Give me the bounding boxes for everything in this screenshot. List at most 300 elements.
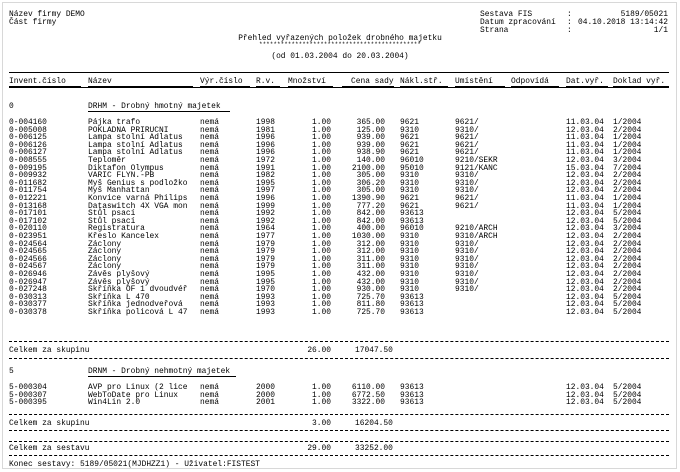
cell-invent: 0-017101 (9, 209, 47, 219)
cell-doklad: 7/2004 (613, 163, 642, 173)
cell-invent: 0-009932 (9, 171, 47, 181)
col-invent: Invent.číslo (9, 77, 66, 86)
col-underline (455, 86, 505, 87)
cell-umisteni: 9210/SEKR (455, 156, 498, 165)
col-underline (566, 86, 608, 87)
cell-vyr: nemá (200, 308, 219, 317)
cell-cena: 842.00 (356, 216, 385, 226)
col-odpovida: Odpovídá (511, 77, 549, 86)
cell-cena: 400.00 (356, 224, 385, 234)
cell-doklad: 3/2004 (613, 156, 642, 165)
cell-cena: 930.00 (356, 285, 385, 295)
cell-datvyr: 12.03.04 (566, 171, 604, 181)
cell-invent: 0-026946 (9, 270, 47, 279)
cell-umisteni: 9310/ (455, 247, 479, 257)
cell-rv: 1996 (256, 133, 275, 143)
cell-rv: 1979 (256, 254, 275, 264)
cell-doklad: 5/2004 (613, 390, 642, 400)
cell-mnozstvi: 1.00 (312, 118, 331, 127)
cell-nakl: 9621 (400, 194, 419, 203)
processing-date-label: Datum zpracování (480, 18, 556, 27)
cell-cena: 842.00 (356, 209, 385, 219)
cell-mnozstvi: 1.00 (312, 216, 331, 226)
cell-nakl: 9621 (400, 201, 419, 211)
cell-nakl: 9621 (400, 140, 419, 150)
cell-mnozstvi: 1.00 (312, 254, 331, 264)
cell-vyr: nemá (200, 118, 219, 127)
cell-nazev: Pájka trafo (88, 118, 141, 127)
report-title: Přehled vyřazených položek drobného majetku (238, 34, 442, 43)
cell-umisteni: 9310/ (455, 254, 479, 264)
cell-cena: 6110.00 (351, 383, 385, 392)
colon: : (567, 10, 572, 19)
cell-rv: 1970 (256, 285, 275, 295)
cell-nazev: Záclony (88, 239, 122, 249)
cell-rv: 2000 (256, 390, 275, 400)
cell-nazev: Závěs plyšový (88, 277, 150, 287)
cell-doklad: 1/2004 (613, 133, 642, 143)
cell-rv: 1979 (256, 247, 275, 257)
grand-total-rule (9, 441, 669, 442)
cell-rv: 2001 (256, 398, 275, 408)
cell-nakl: 93613 (400, 398, 424, 408)
cell-rv: 1964 (256, 224, 275, 234)
cell-nakl: 9310 (400, 186, 419, 196)
colon: : (567, 18, 572, 27)
cell-datvyr: 12.03.04 (566, 239, 604, 249)
page-number-value: 1/1 (653, 26, 668, 35)
cell-vyr: nemá (200, 383, 219, 392)
cell-rv: 1979 (256, 262, 275, 272)
cell-nakl: 93613 (400, 292, 424, 302)
col-cena: Cena sady (351, 77, 394, 86)
cell-umisteni: 9210/ARCH (455, 224, 498, 234)
cell-invent: 0-024564 (9, 239, 47, 249)
cell-vyr: nemá (200, 300, 219, 310)
cell-invent: 0-006127 (9, 148, 47, 158)
col-nakl: Nákl.stř. (400, 77, 443, 86)
cell-cena: 939.00 (356, 133, 385, 143)
cell-datvyr: 12.03.04 (566, 178, 604, 188)
cell-nazev: Lampa stolní Adlatus (88, 140, 183, 150)
cell-mnozstvi: 1.00 (312, 239, 331, 249)
cell-invent: 0-006125 (9, 133, 47, 143)
cell-datvyr: 12.03.04 (566, 292, 604, 302)
grand-total-label: Celkem za sestavu (9, 444, 90, 453)
col-mnozstvi: Množství (288, 77, 326, 86)
cell-vyr: nemá (200, 148, 219, 158)
cell-datvyr: 11.03.04 (566, 140, 604, 150)
cell-nakl: 9310 (400, 232, 419, 241)
col-underline (613, 86, 669, 87)
cell-datvyr: 11.03.04 (566, 133, 604, 143)
cell-datvyr: 12.03.04 (566, 383, 604, 392)
cell-nazev: Lampa stolní Adlatus (88, 148, 183, 158)
cell-nazev: VARIC FLYN.-PB (88, 171, 155, 181)
cell-nakl: 93613 (400, 383, 424, 392)
cell-mnozstvi: 1.00 (312, 285, 331, 295)
processing-date-value: 04.10.2018 13:14:42 (578, 18, 668, 27)
report-id-label: Sestava FIS (480, 10, 533, 19)
cell-doklad: 5/2004 (613, 398, 642, 408)
cell-mnozstvi: 1.00 (312, 383, 331, 392)
cell-doklad: 2/2004 (613, 171, 642, 181)
col-underline (9, 86, 81, 87)
cell-vyr: nemá (200, 186, 219, 196)
cell-vyr: nemá (200, 277, 219, 287)
cell-nakl: 9310 (400, 239, 419, 249)
cell-mnozstvi: 1.00 (312, 194, 331, 203)
cell-nazev: Záclony (88, 247, 122, 257)
cell-invent: 5-000395 (9, 398, 47, 408)
cell-invent: 0-011754 (9, 186, 47, 196)
cell-vyr: nemá (200, 209, 219, 219)
cell-nazev: Dataswitch 4X VGA mon (88, 201, 188, 211)
cell-doklad: 5/2004 (613, 383, 642, 392)
cell-nazev: Konvice varná Philips (88, 194, 188, 203)
cell-umisteni: 9621/ (455, 148, 479, 158)
cell-datvyr: 12.03.04 (566, 216, 604, 226)
col-underline (288, 86, 333, 87)
cell-cena: 811.80 (356, 300, 385, 310)
cell-vyr: nemá (200, 194, 219, 203)
cell-invent: 0-006126 (9, 140, 47, 150)
cell-nakl: 9621 (400, 118, 419, 127)
cell-invent: 0-013168 (9, 201, 47, 211)
cell-rv: 1993 (256, 308, 275, 317)
cell-doklad: 3/2004 (613, 224, 642, 234)
cell-invent: 0-020110 (9, 224, 47, 234)
cell-rv: 1995 (256, 178, 275, 188)
cell-doklad: 2/2004 (613, 270, 642, 279)
group-total-rule (9, 414, 669, 415)
cell-umisteni: 9621/ (455, 201, 479, 211)
cell-vyr: nemá (200, 390, 219, 400)
cell-mnozstvi: 1.00 (312, 232, 331, 241)
cell-mnozstvi: 1.00 (312, 247, 331, 257)
cell-doklad: 1/2004 (613, 140, 642, 150)
cell-datvyr: 12.03.04 (566, 125, 604, 135)
cell-mnozstvi: 1.00 (312, 300, 331, 310)
cell-nakl: 9310 (400, 254, 419, 264)
cell-mnozstvi: 1.00 (312, 178, 331, 188)
cell-umisteni: 9310/ (455, 277, 479, 287)
cell-cena: 365.00 (356, 118, 385, 127)
cell-mnozstvi: 1.00 (312, 163, 331, 173)
cell-rv: 1998 (256, 118, 275, 127)
header-bottom-rule (9, 87, 669, 88)
cell-invent: 0-023951 (9, 232, 47, 241)
cell-doklad: 5/2004 (613, 300, 642, 310)
col-umisteni: Umístění (455, 77, 493, 86)
cell-cena: 777.20 (356, 201, 385, 211)
cell-nakl: 9621 (400, 148, 419, 158)
cell-invent: 0-011682 (9, 178, 47, 188)
cell-datvyr: 12.03.04 (566, 390, 604, 400)
cell-vyr: nemá (200, 224, 219, 234)
col-rv: R.v. (256, 77, 275, 86)
cell-nakl: 9310 (400, 125, 419, 135)
cell-nakl: 93613 (400, 216, 424, 226)
cell-invent: 0-004160 (9, 118, 47, 127)
cell-nazev: Diktafon Olympus (88, 163, 164, 173)
group-total-price: 17047.50 (355, 346, 393, 355)
cell-datvyr: 12.03.04 (566, 285, 604, 295)
cell-nazev: Stůl psací (88, 209, 136, 219)
cell-doklad: 2/2004 (613, 254, 642, 264)
cell-invent: 0-030377 (9, 300, 47, 310)
cell-umisteni: 9621/ (455, 118, 479, 127)
col-doklad: Doklad vyř. (613, 77, 666, 86)
cell-umisteni: 9310/ (455, 285, 479, 295)
cell-cena: 2100.00 (351, 163, 385, 173)
cell-mnozstvi: 1.00 (312, 201, 331, 211)
cell-rv: 1992 (256, 216, 275, 226)
cell-mnozstvi: 1.00 (312, 270, 331, 279)
cell-vyr: nemá (200, 171, 219, 181)
cell-rv: 1997 (256, 186, 275, 196)
cell-rv: 1981 (256, 125, 275, 135)
col-underline (511, 86, 559, 87)
cell-datvyr: 11.03.04 (566, 201, 604, 211)
group-label-underline (88, 376, 236, 377)
group-total-rule (9, 341, 669, 342)
cell-mnozstvi: 1.00 (312, 125, 331, 135)
cell-vyr: nemá (200, 178, 219, 188)
cell-doklad: 2/2004 (613, 262, 642, 272)
group-code: 5 (9, 367, 14, 376)
cell-nakl: 93613 (400, 209, 424, 219)
cell-rv: 1996 (256, 140, 275, 150)
cell-rv: 1992 (256, 209, 275, 219)
cell-nakl: 9310 (400, 178, 419, 188)
cell-rv: 1993 (256, 292, 275, 302)
group-total-rule (9, 430, 669, 431)
cell-nakl: 93613 (400, 390, 424, 400)
cell-invent: 0-024566 (9, 254, 47, 264)
cell-cena: 312.00 (356, 239, 385, 249)
cell-vyr: nemá (200, 239, 219, 249)
cell-invent: 0-008555 (9, 156, 47, 165)
cell-cena: 6772.50 (351, 390, 385, 400)
cell-nazev: Teploměr (88, 156, 126, 165)
cell-doklad: 2/2004 (613, 239, 642, 249)
report-id-value: 5189/05021 (620, 10, 668, 19)
cell-cena: 432.00 (356, 270, 385, 279)
cell-vyr: nemá (200, 262, 219, 272)
col-nazev: Název (88, 77, 112, 86)
cell-invent: 0-009195 (9, 163, 47, 173)
cell-umisteni: 9310/ (455, 270, 479, 279)
cell-doklad: 1/2004 (613, 201, 642, 211)
cell-vyr: nemá (200, 201, 219, 211)
cell-invent: 5-000307 (9, 390, 47, 400)
cell-nazev: Záclony (88, 262, 122, 272)
cell-nazev: POKLADNA PRIRUCNI (88, 125, 169, 135)
cell-nazev: Závěs plyšový (88, 270, 150, 279)
colon: : (567, 26, 572, 35)
cell-cena: 140.00 (356, 156, 385, 165)
cell-mnozstvi: 1.00 (312, 398, 331, 408)
cell-doklad: 2/2004 (613, 232, 642, 241)
cell-mnozstvi: 1.00 (312, 186, 331, 196)
col-underline (88, 86, 193, 87)
cell-mnozstvi: 1.00 (312, 262, 331, 272)
cell-vyr: nemá (200, 216, 219, 226)
cell-rv: 1993 (256, 300, 275, 310)
cell-datvyr: 12.03.04 (566, 398, 604, 408)
col-datvyr: Dat.vyř. (566, 77, 604, 86)
cell-umisteni: 9310/ (455, 239, 479, 249)
cell-rv: 2000 (256, 383, 275, 392)
cell-doklad: 5/2004 (613, 292, 642, 302)
cell-nazev: Registratura (88, 224, 145, 234)
cell-nazev: Skříňka L 470 (88, 292, 150, 302)
cell-vyr: nemá (200, 398, 219, 408)
col-underline (256, 86, 280, 87)
cell-cena: 432.00 (356, 277, 385, 287)
cell-cena: 3322.00 (351, 398, 385, 408)
cell-mnozstvi: 1.00 (312, 308, 331, 317)
group-label-underline (88, 111, 230, 112)
cell-nazev: WebToDate pro Linux (88, 390, 178, 400)
cell-cena: 311.00 (356, 254, 385, 264)
cell-datvyr: 15.03.04 (566, 163, 604, 173)
grand-total-price: 33252.00 (355, 444, 393, 453)
cell-doklad: 2/2004 (613, 178, 642, 188)
cell-rv: 1991 (256, 163, 275, 173)
group-total-label: Celkem za skupinu (9, 419, 90, 428)
cell-datvyr: 12.03.04 (566, 254, 604, 264)
cell-doklad: 2/2004 (613, 247, 642, 257)
cell-invent: 5-000304 (9, 383, 47, 392)
cell-rv: 1982 (256, 171, 275, 181)
group-label: DRHM - Drobný hmotný majetek (88, 102, 221, 111)
group-total-price: 16204.50 (355, 419, 393, 428)
cell-nakl: 9310 (400, 247, 419, 257)
cell-nakl: 9310 (400, 171, 419, 181)
cell-mnozstvi: 1.00 (312, 209, 331, 219)
cell-umisteni: 9310/ (455, 125, 479, 135)
cell-umisteni: 9621/ (455, 133, 479, 143)
cell-cena: 1390.90 (351, 194, 385, 203)
cell-invent: 0-030313 (9, 292, 47, 302)
date-range: (od 01.03.2004 do 20.03.2004) (271, 52, 409, 61)
cell-mnozstvi: 1.00 (312, 224, 331, 234)
cell-nakl: 96010 (400, 156, 424, 165)
cell-cena: 725.70 (356, 292, 385, 302)
cell-mnozstvi: 1.00 (312, 390, 331, 400)
cell-nakl: 9310 (400, 277, 419, 287)
cell-datvyr: 12.03.04 (566, 270, 604, 279)
cell-nakl: 9310 (400, 262, 419, 272)
cell-invent: 0-024567 (9, 262, 47, 272)
cell-doklad: 2/2004 (613, 285, 642, 295)
cell-invent: 0-005008 (9, 125, 47, 135)
header-top-rule (9, 72, 669, 73)
cell-invent: 0-017102 (9, 216, 47, 226)
cell-nakl: 9621 (400, 133, 419, 143)
cell-doklad: 5/2004 (613, 209, 642, 219)
cell-umisteni: 9310/ (455, 178, 479, 188)
cell-mnozstvi: 1.00 (312, 133, 331, 143)
cell-datvyr: 12.03.04 (566, 224, 604, 234)
company-part: Část firmy (9, 18, 57, 27)
cell-umisteni: 9310/ (455, 262, 479, 272)
cell-datvyr: 11.03.04 (566, 194, 604, 203)
cell-nazev: Myš Manhattan (88, 186, 150, 196)
cell-datvyr: 12.03.04 (566, 247, 604, 257)
cell-nazev: AVP pro Linux (2 lice (88, 383, 188, 392)
cell-doklad: 1/2004 (613, 194, 642, 203)
cell-vyr: nemá (200, 232, 219, 241)
cell-umisteni: 9621/ (455, 194, 479, 203)
cell-doklad: 5/2004 (613, 308, 642, 317)
cell-nazev: Lampa stolní Adlatus (88, 133, 183, 143)
cell-nazev: Skříňka policová L 47 (88, 308, 188, 317)
cell-datvyr: 11.03.04 (566, 118, 604, 127)
cell-mnozstvi: 1.00 (312, 277, 331, 287)
cell-rv: 1979 (256, 239, 275, 249)
cell-umisteni: 9310/ (455, 186, 479, 196)
cell-mnozstvi: 1.00 (312, 156, 331, 165)
cell-nakl: 95010 (400, 163, 424, 173)
cell-datvyr: 12.03.04 (566, 156, 604, 165)
cell-cena: 305.00 (356, 186, 385, 196)
group-total-rule (9, 358, 669, 359)
page-label: Strana (480, 26, 509, 35)
cell-datvyr: 12.03.04 (566, 186, 604, 196)
cell-datvyr: 12.03.04 (566, 300, 604, 310)
cell-doklad: 1/2004 (613, 118, 642, 127)
cell-invent: 0-012221 (9, 194, 47, 203)
cell-vyr: nemá (200, 270, 219, 279)
cell-rv: 1995 (256, 270, 275, 279)
cell-invent: 0-024565 (9, 247, 47, 257)
cell-nazev: Myš Genius s podložko (88, 178, 188, 188)
cell-umisteni: 9621/ (455, 140, 479, 150)
cell-doklad: 2/2004 (613, 125, 642, 135)
cell-rv: 1996 (256, 148, 275, 158)
cell-vyr: nemá (200, 163, 219, 173)
cell-vyr: nemá (200, 285, 219, 295)
cell-nakl: 9310 (400, 285, 419, 295)
cell-rv: 1995 (256, 277, 275, 287)
cell-mnozstvi: 1.00 (312, 171, 331, 181)
cell-vyr: nemá (200, 125, 219, 135)
cell-nakl: 93613 (400, 300, 424, 310)
cell-nazev: Stůl psací (88, 216, 136, 226)
cell-vyr: nemá (200, 254, 219, 264)
cell-rv: 1977 (256, 232, 275, 241)
report-footer: Konec sestavy: 5189/05021(MJDHZZ1) - Uživatel:FISTEST (9, 460, 260, 469)
cell-doklad: 2/2004 (613, 277, 642, 287)
group-total-qty: 3.00 (312, 419, 331, 428)
group-label: DRNM - Drobný nehmotný majetek (88, 367, 231, 376)
cell-datvyr: 12.03.04 (566, 277, 604, 287)
cell-nakl: 96010 (400, 224, 424, 234)
cell-datvyr: 11.03.04 (566, 148, 604, 158)
grand-total-rule (9, 455, 669, 456)
cell-nakl: 9310 (400, 270, 419, 279)
cell-cena: 939.00 (356, 140, 385, 150)
cell-cena: 725.70 (356, 308, 385, 317)
group-code: 0 (9, 102, 14, 111)
cell-vyr: nemá (200, 140, 219, 150)
cell-umisteni: 9310/ (455, 171, 479, 181)
cell-invent: 0-030378 (9, 308, 47, 317)
cell-nazev: Win4Lin 2.0 (88, 398, 141, 408)
